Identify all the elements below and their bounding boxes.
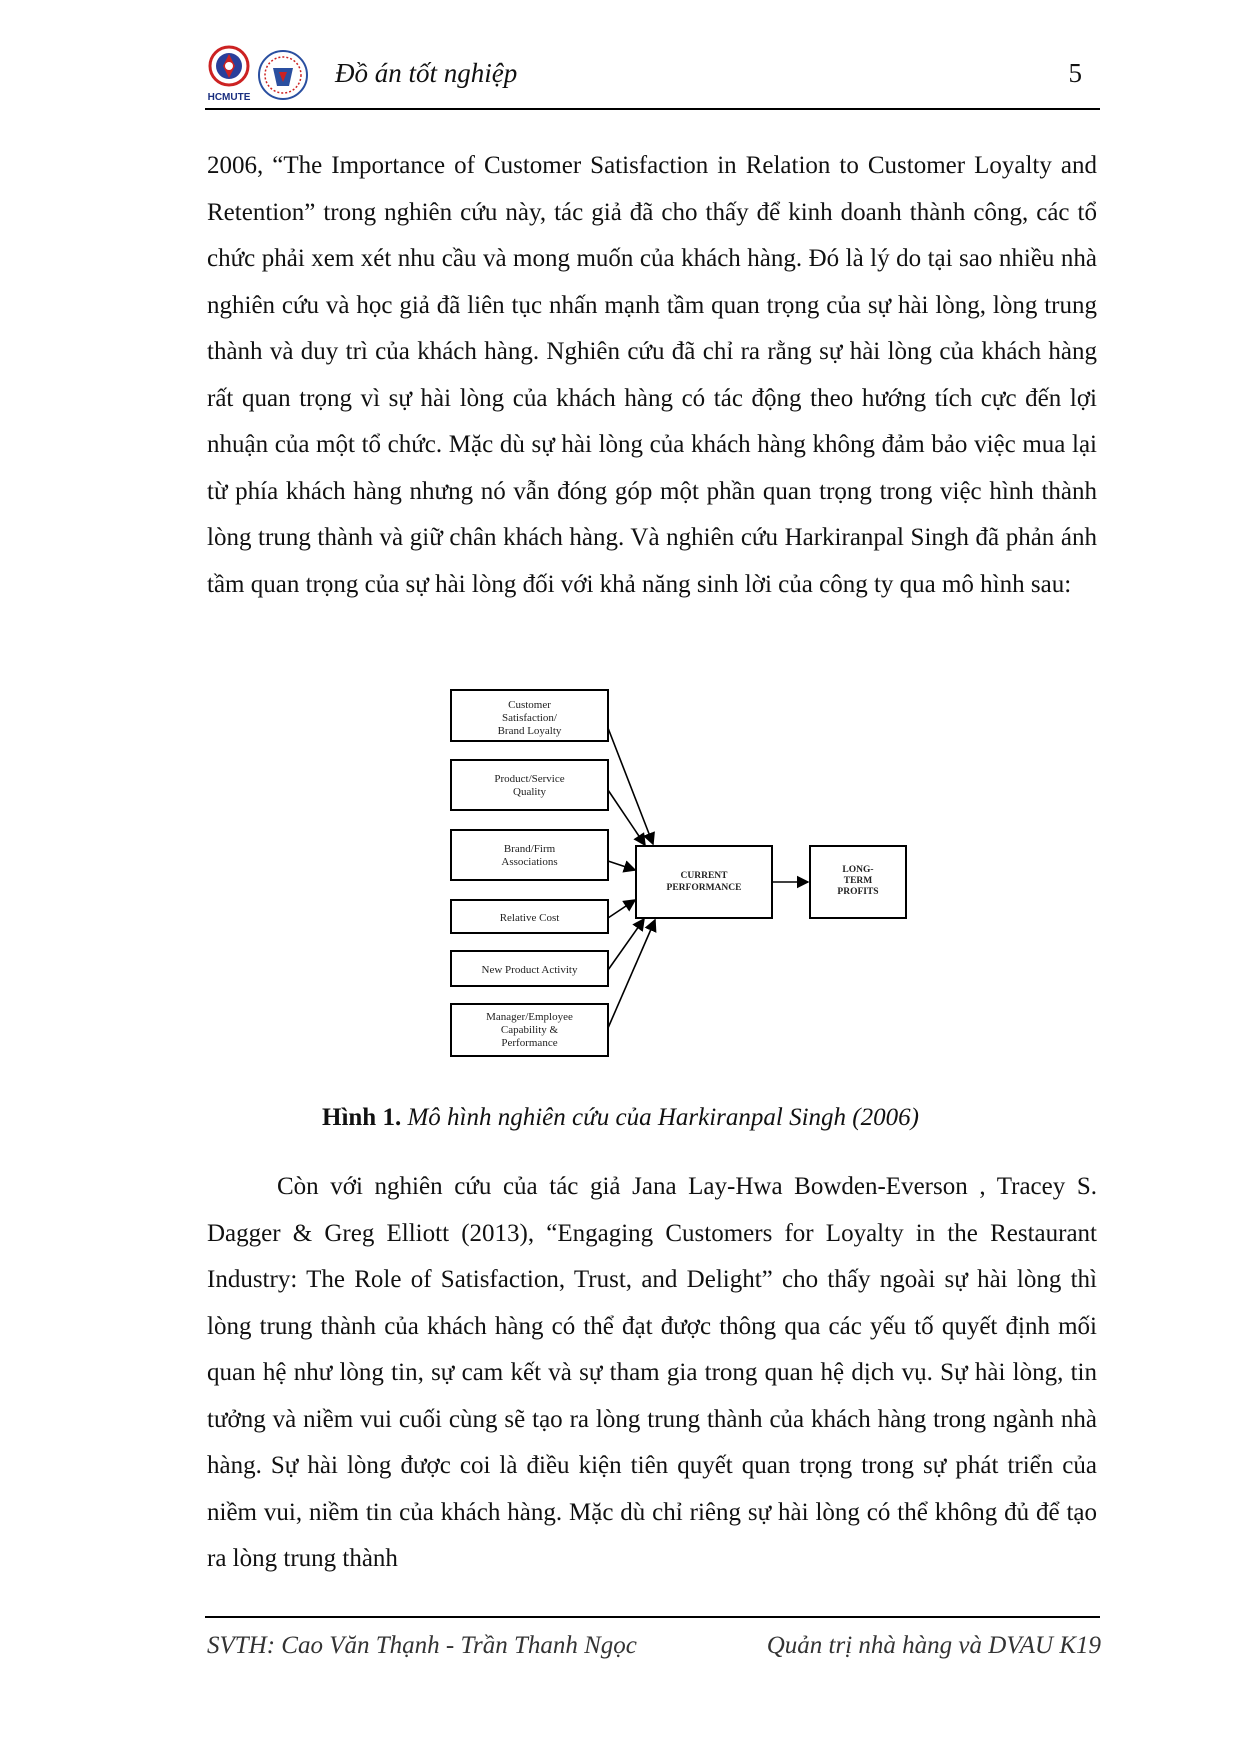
input-box-product-quality: [451, 760, 608, 810]
caption-label: Hình 1.: [322, 1104, 402, 1131]
svg-text:CURRENTPERFORMANCE: CURRENT PERFORMANCE: [666, 871, 742, 893]
figure-caption: [0, 1104, 1241, 1132]
arrow-3: [608, 861, 635, 870]
paragraph-1: 2006, “The Importance of Customer Satisfaction in Relation to Customer Loyalty and Retention” trong nghiên cứu này, tác giả đã cho thấy để kinh doanh thành công, các tổ chức phải xem xét nhu cầu và mong muốn của khách hàng. Đó là lý do tại sao nhiều nhà nghiên cứu và học giả đã liên tục nhấn mạnh tầm quan trọng của sự hài lòng, lòng trung thành và duy trì của khách hàng. Nghiên cứu đã chỉ ra rằng sự hài lòng của khách hàng rất quan trọng vì sự hài lòng của khách hàng có tác động theo hướng tích cực đến lợi nhuận của một tổ chức. Mặc dù sự hài lòng của khách hàng không đảm bảo việc mua lại từ phía khách hàng nhưng nó vẫn đóng góp một phần quan trọng trong việc hình thành lòng trung thành và giữ chân khách hàng. Và nghiên cứu Harkiranpal Singh đã phản ánh tầm quan trọng của sự hài lòng đối với khả năng sinh lời của công ty qua mô hình sau:: [207, 152, 1097, 598]
faculty-logo: [257, 48, 309, 102]
svg-text:Brand/FirmAssociations: Brand/Firm Associations: [501, 843, 558, 868]
input-box-customer-satisfaction: [451, 690, 608, 741]
arrow-1: [608, 728, 653, 844]
logo-text: HCMUTE: [207, 92, 251, 103]
arrow-2: [608, 790, 645, 845]
arrow-5: [608, 919, 644, 970]
input-box-brand-associations: [451, 830, 608, 880]
svg-text:New Product Activity: New Product Activity: [481, 964, 578, 976]
footer-authors: SVTH: Cao Văn Thạnh - Trần Thanh Ngọc: [207, 1632, 637, 1659]
input-box-relative-cost: [451, 900, 608, 933]
hcmute-logo: [205, 44, 253, 104]
svg-text:CustomerSatisfaction/Brand Loy: Customer Satisfaction/ Brand Loyalty: [497, 699, 562, 737]
arrow-4: [608, 900, 635, 918]
caption-text: Mô hình nghiên cứu của Harkiranpal Singh (2006): [401, 1104, 919, 1131]
research-model-diagram: [440, 678, 930, 1078]
header-divider: [205, 108, 1100, 110]
svg-text:Relative Cost: Relative Cost: [499, 912, 560, 924]
document-title: Đồ án tốt nghiệp: [335, 58, 518, 88]
footer-course: Quản trị nhà hàng và DVAU K19: [766, 1632, 1101, 1659]
svg-text:LONG-TERMPROFITS: LONG-TERM PROFITS: [837, 865, 879, 897]
svg-text:Product/ServiceQuality: Product/Service Quality: [494, 773, 565, 798]
input-box-new-product-activity: [451, 951, 608, 986]
paragraph-2: Còn với nghiên cứu của tác giả Jana Lay-Hwa Bowden-Everson , Tracey S. Dagger & Greg Elliott (2013), “Engaging Customers for Loyalty in the Restaurant Industry: The Role of Satisfaction, Trust, and Delight” cho thấy ngoài sự hài lòng thì lòng trung thành của khách hàng có thể đạt được thông qua các yếu tố quyết định mối quan hệ như lòng tin, sự cam kết và sự tham gia trong quan hệ dịch vụ. Sự hài lòng, tin tưởng và niềm vui cuối cùng sẽ tạo ra lòng trung thành của khách hàng trong ngành nhà hàng. Sự hài lòng được coi là điều kiện tiên quyết quan trọng trong sự phát triển của niềm vui, niềm tin của khách hàng. Mặc dù chỉ riêng sự hài lòng có thể không đủ để tạo ra lòng trung thành: [207, 1173, 1097, 1572]
input-box-manager-capability: [451, 1004, 608, 1056]
output-box-long-term-profits: [810, 846, 906, 918]
page-number: 5: [1068, 58, 1082, 88]
svg-text:Manager/EmployeeCapability &Pe: Manager/Employee Capability & Performance: [486, 1011, 573, 1049]
center-box-current-performance: [636, 846, 772, 918]
footer-divider: [205, 1616, 1100, 1618]
page-header: [205, 40, 1100, 106]
